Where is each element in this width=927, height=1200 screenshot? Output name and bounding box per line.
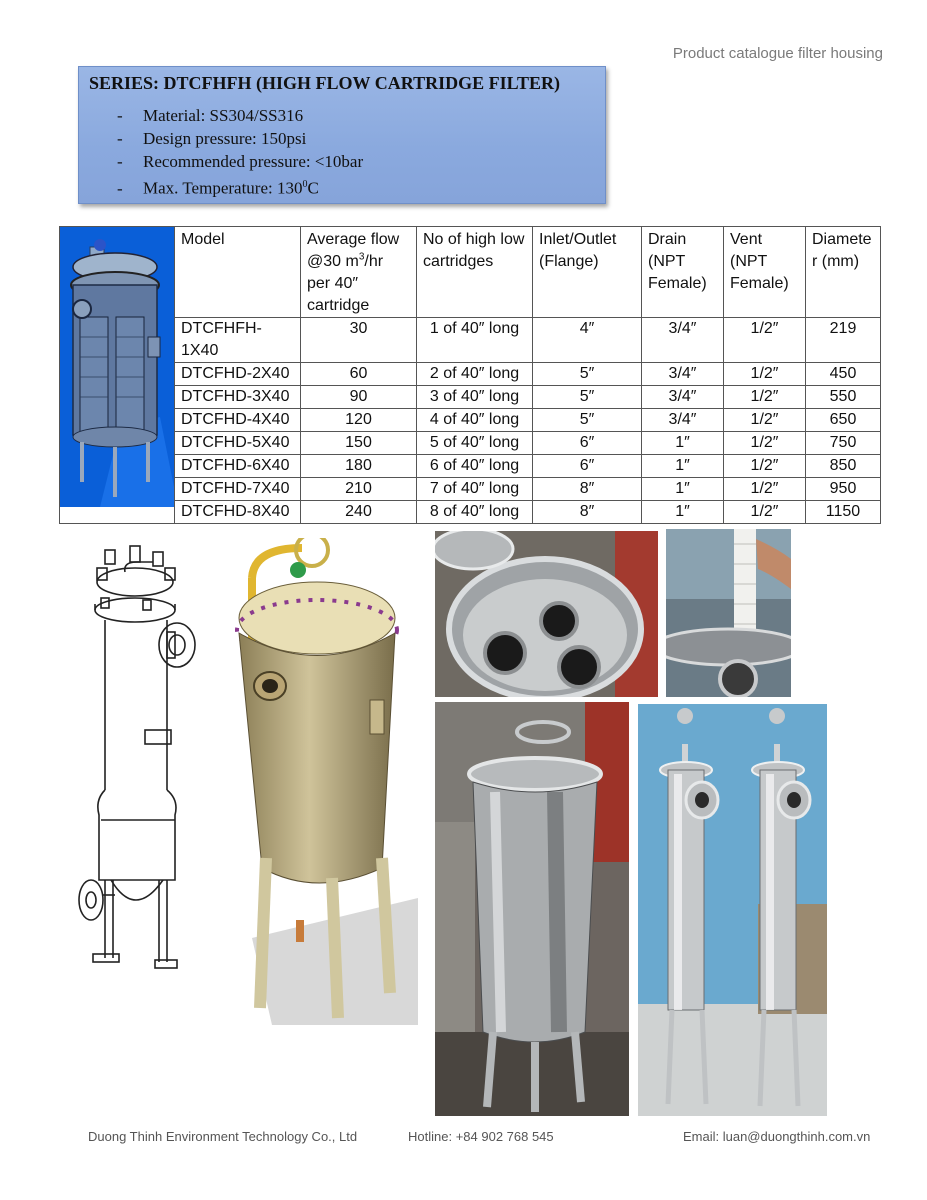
table-row: DTCFHD-8X40 240 8 of 40″ long 8″ 1″ 1/2″ 1150 [60,501,881,524]
table-row: DTCFHD-6X40 180 6 of 40″ long 6″ 1″ 1/2″ 850 [60,455,881,478]
col-header-vent: Vent (NPT Female) [724,227,806,318]
cartridge-photo [666,529,791,697]
cad-model-image [60,227,175,524]
series-box [78,66,606,204]
table-row: DTCFHFH-1X40 30 1 of 40″ long 4″ 3/4″ 1/2″ 219 [60,318,881,363]
spec-item-max-temperature: - Max. Temperature: $130^0C$ [117,178,319,198]
workshop-photo [435,702,629,1116]
table-row: DTCFHD-7X40 210 7 of 40″ long 8″ 1″ 1/2″ 950 [60,478,881,501]
spec-item-design-pressure: - Design pressure: 150psi [117,129,307,148]
page-header: Product catalogue filter housing [672,45,883,62]
col-header-drain: Drain (NPT Female) [642,227,724,318]
series-title: SERIES: DTCFHFH (HIGH FLOW CARTRIDGE FILTER) [89,73,560,93]
col-header-cartridges: No of high low cartridges [417,227,533,318]
spec-item-recommended-pressure: - Recommended pressure: <10bar [117,152,364,171]
line-drawing-image [75,540,205,980]
col-header-diameter: Diameter (mm) [806,227,881,318]
table-header-row [60,227,881,318]
table-row: DTCFHD-5X40 150 5 of 40″ long 6″ 1″ 1/2″ 750 [60,432,881,455]
footer-company: Duong Thinh Environment Technology Co., Ltd [88,1129,358,1144]
spec-table [59,226,881,524]
table-row: DTCFHD-3X40 90 3 of 40″ long 5″ 3/4″ 1/2″ 550 [60,386,881,409]
spec-list [89,104,595,200]
interior-photo [435,531,658,697]
col-header-model: Model [175,227,301,318]
footer-hotline: Hotline: +84 902 768 545 [408,1129,554,1144]
col-header-flow: Average flow @30 $m^3/hr$ per 40″ cartridge [301,227,417,318]
bullet-dash: - [117,106,123,125]
bullet-dash: - [117,129,123,148]
bullet-dash: - [117,152,123,171]
spec-item-material: - Material: SS304/SS316 [117,106,304,125]
twin-housings-photo [638,704,827,1116]
rendered-housing-image [232,538,418,1025]
footer-email: Email: luan@duongthinh.com.vn [683,1129,871,1144]
bullet-dash: - [117,178,123,198]
table-row: DTCFHD-4X40 120 4 of 40″ long 5″ 3/4″ 1/2″ 650 [60,409,881,432]
table-row: DTCFHD-2X40 60 2 of 40″ long 5″ 3/4″ 1/2″ 450 [60,363,881,386]
col-header-inlet: Inlet/Outlet (Flange) [533,227,642,318]
